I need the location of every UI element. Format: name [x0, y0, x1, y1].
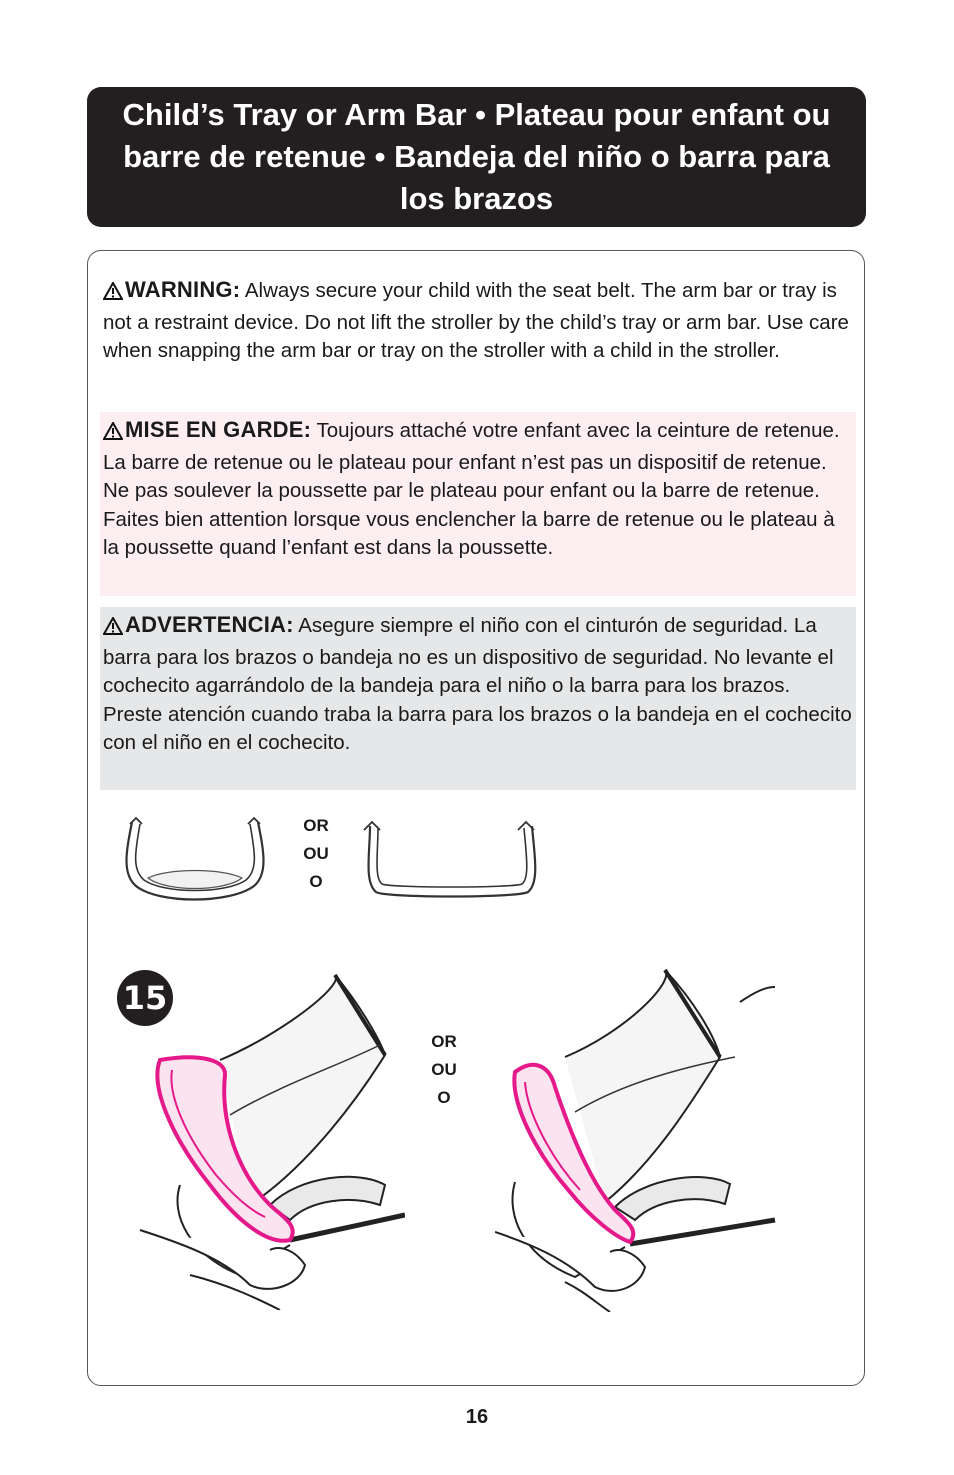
warning-block-es [100, 607, 856, 790]
warning-block-en [100, 272, 856, 370]
warning-block-fr [100, 412, 856, 596]
stroller-arm-bar-illustration [495, 962, 777, 1312]
warning-triangle-icon [103, 615, 123, 644]
section-header [87, 87, 866, 227]
tray-illustration [118, 812, 273, 912]
arm-bar-illustration [358, 812, 548, 912]
warning-text: Asegure siempre el niño con el cinturón de seguridad. La barra para los brazos o bandeja no es un dispositivo de seguridad. No levante el cochecito agarrándolo de la bandeja para el niño o la barra para los brazos. Preste atención cuando traba la barra para los brazos o la bandeja en el cochecito con el niño en el cochecito. [103, 614, 852, 755]
section-title: Child’s Tray or Arm Bar • Plateau pour enfant ou barre de retenue • Bandeja del niño o barra para los brazos [122, 97, 831, 216]
warning-text: Toujours attaché votre enfant avec la ceinture de retenue. La barre de retenue ou le plateau pour enfant n’est pas un dispositif de retenue. Ne pas soulever la poussette par le plateau pour enfant ou la barre de retenue. Faites bien attention lorsque vous enclencher la barre de retenue ou le plateau à la poussette quand l’enfant est dans la poussette. [103, 419, 840, 560]
page-number: 16 [465, 1406, 489, 1428]
or-label-top: OR OU O [303, 816, 329, 891]
or-label-bottom: OR OU O [431, 1032, 457, 1107]
stroller-tray-illustration [130, 965, 405, 1310]
warning-label: WARNING: [125, 277, 241, 302]
warning-triangle-icon [103, 420, 123, 449]
step-number-badge: 15 [117, 970, 173, 1026]
warning-label: MISE EN GARDE: [125, 417, 312, 442]
warning-triangle-icon [103, 280, 123, 309]
warning-label: ADVERTENCIA: [125, 612, 294, 637]
warning-text: Always secure your child with the seat belt. The arm bar or tray is not a restraint device. Do not lift the stroller by the child’s tray or arm bar. Use care when snapping the arm bar or tray on the stroller with a child in the stroller. [103, 279, 849, 363]
